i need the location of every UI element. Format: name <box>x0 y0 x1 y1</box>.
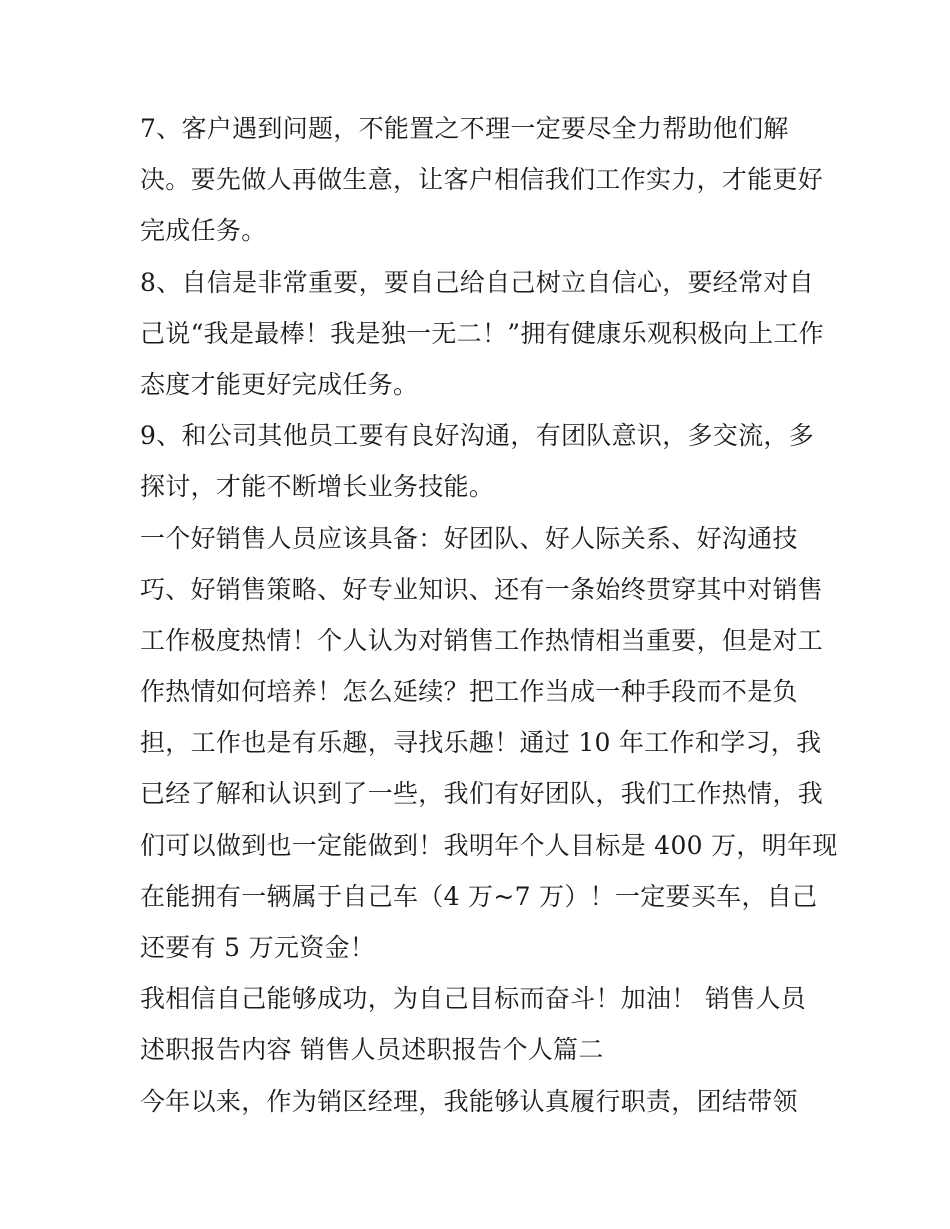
text-line: 已经了解和认识到了一些，我们有好团队，我们工作热情，我 <box>140 779 824 809</box>
document-body <box>140 103 838 1127</box>
text-line: 今年以来，作为销区经理，我能够认真履行职责，团结带领 <box>140 1086 798 1116</box>
text-line: 巧、好销售策略、好专业知识、还有一条始终贯穿其中对销售 <box>140 574 824 604</box>
text-line: 们可以做到也一定能做到！我明年个人目标是 400 万，明年现 <box>140 830 838 860</box>
text-line: 还要有 5 万元资金！ <box>140 933 376 962</box>
paragraph-sales-qualities <box>140 513 838 974</box>
text-line: 7、客户遇到问题，不能置之不理一定要尽全力帮助他们解 <box>140 114 789 143</box>
text-line: 9、和公司其他员工要有良好沟通，有团队意识，多交流，多 <box>140 421 815 451</box>
paragraph-closing <box>140 973 820 1075</box>
text-line: 探讨，才能不断增长业务技能。 <box>140 472 495 502</box>
paragraph-item-7 <box>140 103 824 257</box>
text-line: 完成任务。 <box>140 216 267 246</box>
text-line: 担，工作也是有乐趣，寻找乐趣！通过 10 年工作和学习，我 <box>140 728 822 758</box>
paragraph-item-9 <box>140 410 820 512</box>
text-line: 在能拥有一辆属于自己车（4 万~7 万）！一定要买车，自己 <box>140 881 818 911</box>
text-line: 态度才能更好完成任务。 <box>140 369 419 399</box>
paragraph-item-8 <box>140 257 824 411</box>
paragraph-part-two <box>140 1076 820 1127</box>
text-line: 工作极度热情！个人认为对销售工作热情相当重要，但是对工 <box>140 625 824 655</box>
text-line: 述职报告内容 销售人员述职报告个人篇二 <box>140 1035 604 1065</box>
text-line: 决。要先做人再做生意，让客户相信我们工作实力，才能更好 <box>140 165 824 195</box>
text-line: 己说“我是最棒！我是独一无二！”拥有健康乐观积极向上工作 <box>140 318 824 348</box>
text-line: 作热情如何培养！怎么延续？把工作当成一种手段而不是负 <box>140 677 798 707</box>
text-line: 8、自信是非常重要，要自己给自己树立自信心，要经常对自 <box>140 267 815 297</box>
text-line: 我相信自己能够成功，为自己目标而奋斗！加油！ 销售人员 <box>140 984 807 1014</box>
text-line: 一个好销售人员应该具备：好团队、好人际关系、好沟通技 <box>140 523 798 553</box>
